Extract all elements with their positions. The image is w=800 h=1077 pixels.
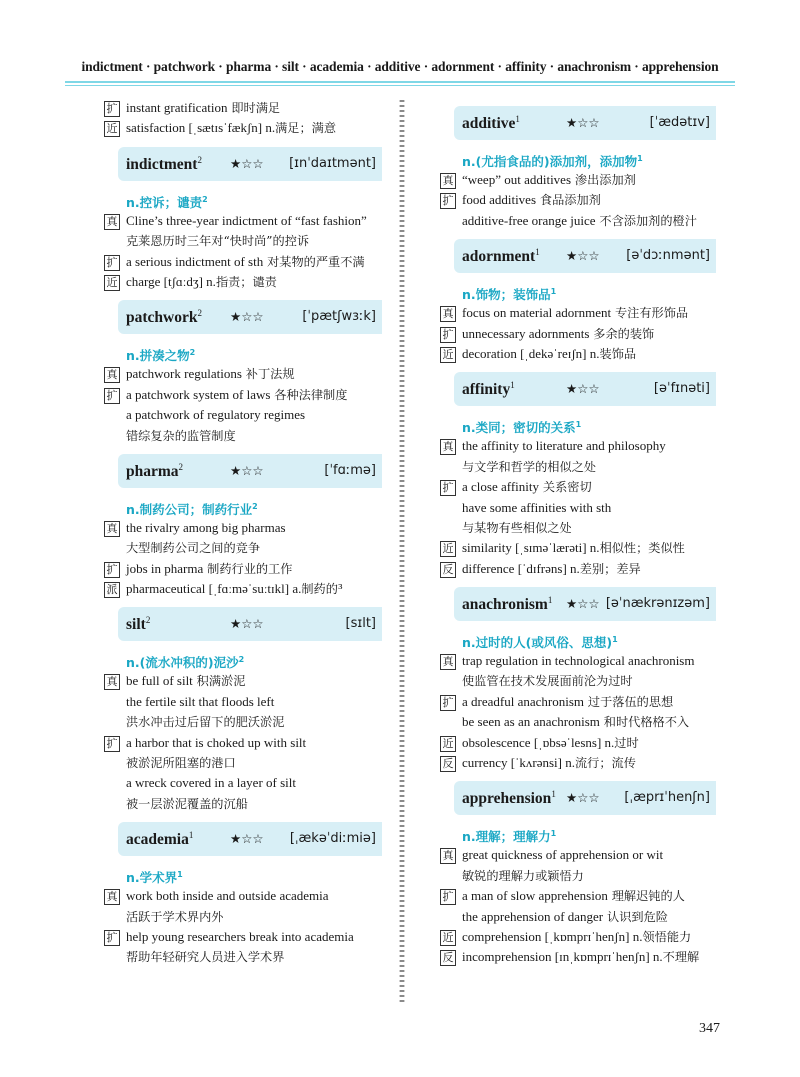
headword: affinity$^1$ <box>462 380 515 399</box>
line-text <box>126 753 236 773</box>
english-text: the fertile silt that floods left <box>126 693 275 709</box>
entry-header-additive <box>454 106 716 140</box>
line-text <box>126 272 277 292</box>
category-tag: 真 <box>104 521 120 537</box>
english-text: patchwork regulations <box>126 366 242 382</box>
line-text <box>126 886 329 906</box>
line-text <box>126 773 296 793</box>
example-line <box>104 252 389 272</box>
chinese-text: 装饰品 <box>599 346 637 361</box>
category-tag: 真 <box>440 439 456 455</box>
chinese-text: 相似性；类似性 <box>599 541 685 556</box>
chinese-text: 敏锐的理解力或颖悟力 <box>462 868 584 883</box>
headword-frequency: 2 <box>197 308 202 319</box>
category-tag: 扩 <box>104 255 120 271</box>
line-text <box>462 457 596 477</box>
line-text <box>126 118 336 138</box>
example-line <box>104 118 389 138</box>
category-tag: 扩 <box>104 736 120 752</box>
definition: n.学术界$^1$ <box>126 870 183 886</box>
chinese-text: 过时 <box>614 735 639 750</box>
phonetic: [ˈædətɪv] <box>649 115 710 130</box>
headword: patchwork$^2$ <box>126 308 202 327</box>
example-line <box>104 98 389 118</box>
line-text <box>462 477 592 497</box>
english-text: focus on material adornment <box>462 305 612 321</box>
english-text: additive-free orange juice <box>462 212 596 228</box>
definition-frequency: 2 <box>238 655 245 665</box>
line-text <box>462 518 572 538</box>
line-text <box>462 907 668 927</box>
category-tag: 扩 <box>104 388 120 404</box>
english-text: similarity [ˌsɪməˈlærəti] n. <box>462 540 600 556</box>
english-text: comprehension [ˌkɒmprɪˈhenʃn] n. <box>462 928 643 944</box>
english-text: unnecessary adornments <box>462 325 590 341</box>
english-text: jobs in pharma <box>126 560 204 576</box>
star-rating: ★☆☆ <box>230 831 264 847</box>
english-text: great quickness of apprehension or wit <box>462 847 664 863</box>
example-line <box>440 211 722 231</box>
category-tag: 扩 <box>440 695 456 711</box>
chinese-text: 活跃于学术界内外 <box>126 909 224 924</box>
chinese-text: 食品添加剂 <box>536 193 601 208</box>
star-rating: ★☆☆ <box>230 616 264 632</box>
headword-frequency: 1 <box>510 380 515 391</box>
chinese-text: 和时代格格不入 <box>599 715 690 730</box>
category-tag: 扩 <box>104 101 120 117</box>
entry-header-anachronism <box>454 587 716 621</box>
entry-header-academia <box>118 822 382 856</box>
headword: academia$^1$ <box>126 830 194 849</box>
category-tag: 近 <box>440 347 456 363</box>
chinese-text: 不理解 <box>662 950 700 965</box>
line-text <box>462 190 601 210</box>
example-line <box>104 538 389 558</box>
definition-frequency: 1 <box>550 287 557 297</box>
example-line <box>440 518 722 538</box>
english-text: have some affinities with sth <box>462 499 612 515</box>
phonetic: [ˌæprɪˈhenʃn] <box>624 790 710 806</box>
headword: indictment$^2$ <box>126 154 202 173</box>
example-line <box>440 457 722 477</box>
category-tag: 真 <box>440 848 456 864</box>
example-line <box>440 303 722 323</box>
line-text <box>462 947 699 967</box>
line-text <box>126 579 343 599</box>
star-rating: ★☆☆ <box>230 309 264 325</box>
chinese-text: 即时满足 <box>227 101 281 115</box>
running-header <box>0 50 800 90</box>
english-text: a close affinity <box>462 479 540 495</box>
page-number: 347 <box>699 1021 720 1036</box>
line-text <box>126 692 274 712</box>
chinese-text: 各种法律制度 <box>270 387 348 402</box>
line-text <box>126 907 224 927</box>
english-text: a man of slow apprehension <box>462 888 608 904</box>
line-text <box>462 651 694 671</box>
headword: pharma$^2$ <box>126 461 184 481</box>
example-line <box>440 692 722 712</box>
headword-frequency: 1 <box>188 830 194 841</box>
example-line <box>440 477 722 497</box>
category-tag: 真 <box>104 889 120 905</box>
star-rating: ★☆☆ <box>566 115 600 130</box>
category-tag: 近 <box>104 275 120 291</box>
chinese-text: 对某物的严重不满 <box>263 254 365 269</box>
definition: n.过时的人(或风俗、思想)$^1$ <box>462 635 618 651</box>
example-line <box>104 692 389 712</box>
definition: n.控诉；谴责$^2$ <box>126 194 208 210</box>
english-text: help young researchers break into academia <box>126 928 354 944</box>
definition-frequency: 1 <box>612 635 618 645</box>
category-tag: 扩 <box>440 327 456 343</box>
line-text <box>126 426 236 446</box>
chinese-text: 制药的³ <box>301 582 343 597</box>
headword-frequency: 1 <box>551 789 556 800</box>
english-text: food additives <box>462 192 537 208</box>
definition-frequency: 1 <box>575 420 582 430</box>
english-text: difference [ˈdɪfrəns] n. <box>462 560 580 576</box>
line-text <box>462 927 691 947</box>
line-text <box>462 753 636 773</box>
entry-header-patchwork <box>118 300 382 334</box>
english-text: be seen as an anachronism <box>462 714 600 730</box>
star-rating: ★☆☆ <box>566 248 600 264</box>
line-text <box>126 947 284 967</box>
line-text <box>126 538 260 558</box>
headword-frequency: 1 <box>515 114 520 124</box>
line-text <box>126 671 245 691</box>
example-line <box>440 733 722 753</box>
definition: n.理解；理解力$^1$ <box>462 829 557 845</box>
english-text: currency [ˈkʌrənsi] n. <box>462 755 575 771</box>
category-tag: 真 <box>104 674 120 690</box>
chinese-text: 差别；差异 <box>579 561 641 576</box>
category-tag: 扩 <box>440 480 456 496</box>
phonetic: [əˈdɔːnmənt] <box>626 248 710 264</box>
example-line <box>104 794 389 814</box>
chinese-text: 与文学和哲学的相似之处 <box>462 459 597 474</box>
example-line <box>104 272 389 292</box>
example-line <box>104 385 389 405</box>
chinese-text: 指责；谴责 <box>215 274 277 289</box>
line-text <box>462 559 641 579</box>
example-line <box>104 518 389 538</box>
english-text: obsolescence [ˌɒbsəˈlesns] n. <box>462 734 615 750</box>
category-tag: 真 <box>440 173 456 189</box>
phonetic: [ɪnˈdaɪtmənt] <box>289 155 376 171</box>
line-text <box>462 170 636 190</box>
english-text: be full of silt <box>126 673 193 689</box>
chinese-text: 洪水冲击过后留下的肥沃淤泥 <box>126 715 285 730</box>
category-tag: 近 <box>440 541 456 557</box>
category-tag: 反 <box>440 562 456 578</box>
example-line <box>104 947 389 967</box>
category-tag: 真 <box>104 214 120 230</box>
chinese-text: 流行；流传 <box>574 756 636 771</box>
chinese-text: 过于落伍的思想 <box>584 694 674 709</box>
chinese-text: 制药行业的工作 <box>203 561 293 576</box>
english-text: a patchwork system of laws <box>126 386 271 402</box>
line-text <box>462 303 688 323</box>
english-text: pharmaceutical [ˌfɑːməˈsuːtɪkl] a. <box>126 581 302 597</box>
example-line <box>440 559 722 579</box>
phonetic: [ˈfɑːmə] <box>324 462 376 478</box>
chinese-text: 渗出添加剂 <box>571 173 636 187</box>
line-text <box>462 712 689 732</box>
category-tag: 扩 <box>440 889 456 905</box>
example-line <box>440 344 722 364</box>
column-divider <box>396 100 408 1005</box>
english-text: Cline’s three-year indictment of “fast fashion” <box>126 212 367 228</box>
example-line <box>440 170 722 190</box>
line-text <box>462 538 685 558</box>
headword: apprehension$^1$ <box>462 789 556 808</box>
headword-frequency: 1 <box>547 595 553 606</box>
phonetic: [ˈpætʃwɜːk] <box>302 309 376 325</box>
example-line <box>440 927 722 947</box>
line-text <box>462 733 639 753</box>
definition-frequency: 1 <box>637 154 643 163</box>
example-line <box>104 426 389 446</box>
chinese-text: 克莱恩历时三年对“快时尚”的控诉 <box>126 234 310 249</box>
definition: n.饰物；装饰品$^1$ <box>462 287 557 303</box>
english-text: a serious indictment of sth <box>126 253 264 269</box>
category-tag: 真 <box>440 306 456 322</box>
line-text <box>462 324 654 344</box>
line-text <box>126 211 367 231</box>
category-tag: 反 <box>440 756 456 772</box>
chinese-text: 大型制药公司之间的竞争 <box>126 541 261 556</box>
entry-header-affinity <box>454 372 716 406</box>
example-line <box>440 498 722 518</box>
chinese-text: 与某物有些相似之处 <box>462 520 572 535</box>
chinese-text: 多余的装饰 <box>589 326 655 341</box>
headword: silt$^2$ <box>126 615 151 634</box>
example-line <box>104 671 389 691</box>
line-text <box>462 671 633 691</box>
headword: adornment$^1$ <box>462 247 540 266</box>
headword-frequency: 1 <box>535 247 540 258</box>
chinese-text: 补丁法规 <box>241 367 295 382</box>
category-tag: 扩 <box>104 562 120 578</box>
english-text: “weep” out additives <box>462 172 572 187</box>
definition: n.拼凑之物$^2$ <box>126 348 196 364</box>
category-tag: 扩 <box>440 193 456 209</box>
line-text <box>462 692 673 712</box>
left-column <box>104 98 389 968</box>
example-line <box>104 559 389 579</box>
line-text <box>126 405 305 425</box>
example-line <box>440 947 722 967</box>
headword-frequency: 2 <box>197 154 202 165</box>
line-text <box>126 98 280 118</box>
line-text <box>126 518 286 538</box>
example-line <box>104 211 389 231</box>
english-text: a dreadful anachronism <box>462 693 585 709</box>
example-line <box>440 866 722 886</box>
header-word-list: indictment · patchwork · pharma · silt · academia · additive · adornment · affinity · anachronism · apprehension <box>81 59 719 74</box>
entry-header-pharma <box>118 454 382 488</box>
example-line <box>440 671 722 691</box>
english-text: trap regulation in technological anachronism <box>462 653 695 669</box>
line-text <box>462 886 685 906</box>
example-line <box>104 927 389 947</box>
english-text: work both inside and outside academia <box>126 888 329 904</box>
header-rule <box>65 81 735 83</box>
definition-frequency: 2 <box>189 348 196 358</box>
category-tag: 扩 <box>104 930 120 946</box>
entry-header-apprehension <box>454 781 716 815</box>
star-rating: ★☆☆ <box>566 596 600 612</box>
example-line <box>440 907 722 927</box>
example-line <box>104 907 389 927</box>
example-line <box>440 436 722 456</box>
example-line <box>104 231 389 251</box>
headword: additive$^1$ <box>462 114 520 133</box>
chinese-text: 理解迟钝的人 <box>607 889 685 904</box>
headword-frequency: 2 <box>178 461 184 472</box>
example-line <box>440 712 722 732</box>
entry-header-adornment <box>454 239 716 273</box>
line-text <box>126 733 306 753</box>
example-line <box>440 190 722 210</box>
example-line <box>440 886 722 906</box>
chinese-text: 积满淤泥 <box>192 674 246 689</box>
english-text: a wreck covered in a layer of silt <box>126 775 297 791</box>
chinese-text: 不含添加剂的橙汁 <box>595 213 697 228</box>
line-text <box>126 364 295 384</box>
english-text: satisfaction [ˌsætɪsˈfækʃn] n. <box>126 120 276 136</box>
line-text <box>126 712 284 732</box>
headword-frequency: 2 <box>145 615 151 626</box>
english-text: a harbor that is choked up with silt <box>126 734 307 750</box>
english-text: a patchwork of regulatory regimes <box>126 407 306 423</box>
chinese-text: 领悟能力 <box>642 929 692 944</box>
english-text: the rivalry among big pharmas <box>126 519 286 535</box>
phonetic: [ˌækəˈdiːmiə] <box>289 831 376 847</box>
definition-frequency: 2 <box>252 501 258 511</box>
example-line <box>104 579 389 599</box>
example-line <box>440 538 722 558</box>
chinese-text: 被淤泥所阻塞的港口 <box>126 756 236 771</box>
definition-frequency: 1 <box>177 870 183 880</box>
english-text: decoration [ˌdekəˈreɪʃn] n. <box>462 345 600 361</box>
example-line <box>440 845 722 865</box>
chinese-text: 被一层淤泥覆盖的沉船 <box>126 796 248 811</box>
line-text <box>126 231 309 251</box>
english-text: the apprehension of danger <box>462 908 604 924</box>
star-rating: ★☆☆ <box>566 790 600 806</box>
category-tag: 近 <box>440 736 456 752</box>
definition: n.(尤指食品的)添加剂，添加物$^1$ <box>462 154 643 170</box>
chinese-text: 错综复杂的监管制度 <box>126 428 236 443</box>
line-text <box>126 927 354 947</box>
chinese-text: 专注有形饰品 <box>611 306 689 321</box>
example-line <box>440 753 722 773</box>
chinese-text: 帮助年轻研究人员进入学术界 <box>126 950 285 965</box>
right-column <box>440 98 722 968</box>
example-line <box>104 364 389 384</box>
phonetic: [sɪlt] <box>345 616 376 632</box>
line-text <box>462 866 584 886</box>
english-text: charge [tʃɑːdʒ] n. <box>126 273 216 289</box>
example-line <box>104 405 389 425</box>
definition-frequency: 1 <box>550 829 557 839</box>
star-rating: ★☆☆ <box>566 381 600 397</box>
star-rating: ★☆☆ <box>230 155 264 171</box>
category-tag: 派 <box>104 582 120 598</box>
phonetic: [əˈnækrənɪzəm] <box>605 596 710 612</box>
category-tag: 真 <box>104 367 120 383</box>
chinese-text: 满足；满意 <box>275 121 337 136</box>
entry-header-indictment <box>118 147 382 181</box>
chinese-text: 关系密切 <box>539 480 592 495</box>
category-tag: 反 <box>440 950 456 966</box>
line-text <box>462 436 666 456</box>
entry-header-silt <box>118 607 382 641</box>
example-line <box>440 324 722 344</box>
phonetic: [əˈfɪnəti] <box>653 381 710 397</box>
example-line <box>104 733 389 753</box>
line-text <box>462 845 663 865</box>
line-text <box>126 252 365 272</box>
chinese-text: 使监管在技术发展面前沦为过时 <box>462 674 633 689</box>
category-tag: 近 <box>440 930 456 946</box>
line-text <box>462 498 611 518</box>
line-text <box>126 559 292 579</box>
headword: anachronism$^1$ <box>462 595 553 614</box>
chinese-text: 认识到危险 <box>603 909 668 924</box>
line-text <box>126 794 248 814</box>
definition: n.制药公司；制药行业$^2$ <box>126 501 258 518</box>
english-text: incomprehension [ɪnˌkɒmprɪˈhenʃn] n. <box>462 949 663 965</box>
definition: n.(流水冲积的)泥沙$^2$ <box>126 655 245 671</box>
english-text: the affinity to literature and philosophy <box>462 438 666 454</box>
line-text <box>126 385 347 405</box>
category-tag: 真 <box>440 654 456 670</box>
english-text: instant gratification <box>126 100 228 115</box>
header-rule-thin <box>65 85 735 86</box>
example-line <box>440 651 722 671</box>
star-rating: ★☆☆ <box>230 462 264 478</box>
category-tag: 近 <box>104 121 120 137</box>
line-text <box>462 344 636 364</box>
example-line <box>104 886 389 906</box>
line-text <box>462 211 697 231</box>
example-line <box>104 753 389 773</box>
example-line <box>104 712 389 732</box>
example-line <box>104 773 389 793</box>
definition-frequency: 2 <box>202 194 208 204</box>
definition: n.类同；密切的关系$^1$ <box>462 420 582 436</box>
